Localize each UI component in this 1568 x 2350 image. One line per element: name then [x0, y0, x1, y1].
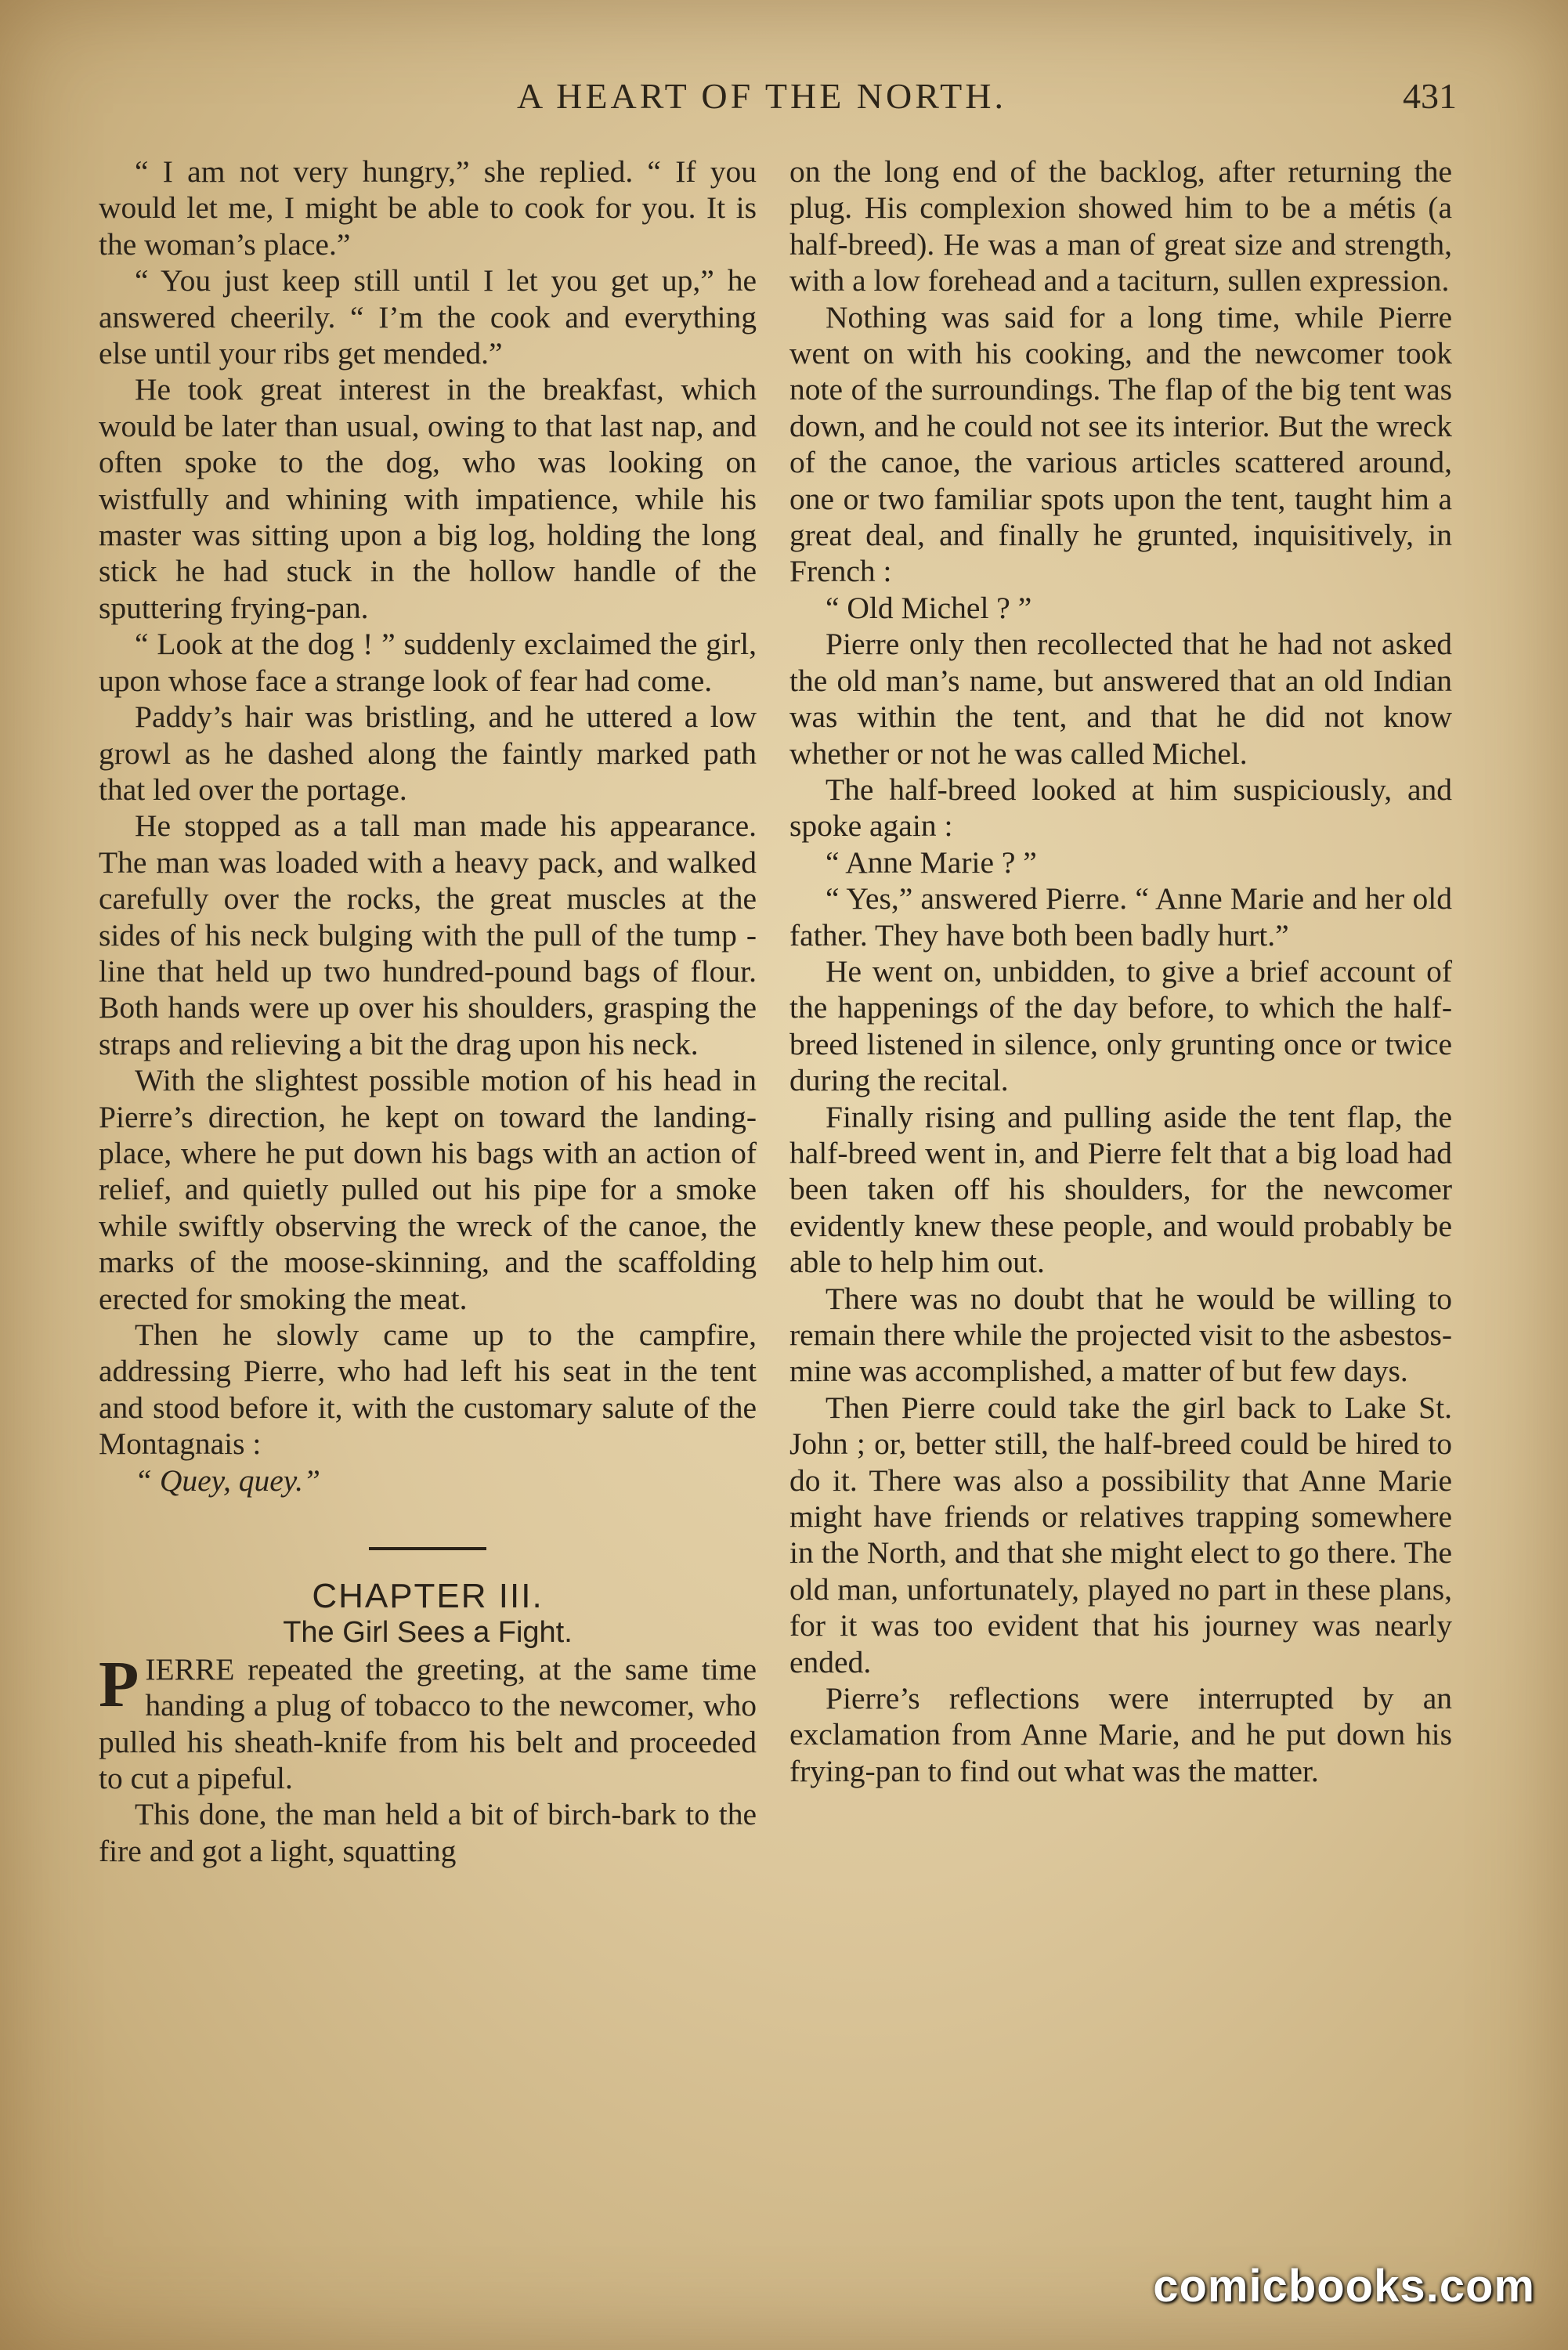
- site-watermark: comicbooks.com: [1153, 2261, 1535, 2312]
- paragraph: Pierre’s reflections were interrupted by an exclamation from Anne Marie, and he put down his frying-pan to find out what was the matter.: [789, 1681, 1452, 1788]
- paragraph: There was no doubt that he would be willing to remain there while the projected visit to the asbestos-mine was accomplished, a matter of but few days.: [789, 1281, 1452, 1389]
- page-header: [0, 75, 1568, 122]
- running-title: A HEART OF THE NORTH.: [517, 76, 1006, 116]
- paragraph: Paddy’s hair was bristling, and he uttered a low growl as he dashed along the faintly marked path that led over the portage.: [99, 700, 757, 807]
- chapter-title: CHAPTER III.: [312, 1577, 544, 1616]
- chapter-opening-text: IERRE repeated the greeting, at the same time handing a plug of tobacco to the newcomer, who pulled his sheath-knife from his belt and proceeded to cut a pipeful.: [99, 1651, 757, 1796]
- right-column: [789, 154, 1452, 1789]
- paragraph: Then he slowly came up to the campfire, addressing Pierre, who had left his seat in the tent and stood before it, with the customary salute of the Montagnais :: [99, 1318, 757, 1462]
- paragraph: This done, the man held a bit of birch-bark to the fire and got a light, squatting: [99, 1797, 757, 1868]
- paragraph: He stopped as a tall man made his appearance. The man was loaded with a heavy pack, and walked carefully over the rocks, the great muscles at the sides of his neck bulging with the pull of the tump - line that held up two hundred-pound bags of flour. Both hands were up over his shoulders, grasping the straps and relieving a bit the drag upon his neck.: [99, 808, 757, 1061]
- paragraph: Then Pierre could take the girl back to Lake St. John ; or, better still, the half-breed could be hired to do it. There was also a possibility that Anne Marie might have friends or relatives trapping somewhere in the North, and that she might elect to go there. The old man, unfortunately, played no part in these plans, for it was too evident that his journey was nearly ended.: [789, 1390, 1452, 1679]
- paragraph: He went on, unbidden, to give a brief account of the happenings of the day before, to which the half-breed listened in silence, only grunting once or twice during the recital.: [789, 953, 1452, 1098]
- paragraph: “ Yes,” answered Pierre. “ Anne Marie and her old father. They have both been badly hurt.”: [789, 881, 1452, 953]
- paragraph: on the long end of the backlog, after returning the plug. His complexion showed him to be a métis (a half-breed). He was a man of great size and strength, with a low forehead and a taciturn, sullen expression.: [789, 154, 1452, 298]
- paragraph: “ You just keep still until I let you get up,” he answered cheerily. “ I’m the cook and everything else until your ribs get mended.”: [99, 263, 757, 371]
- left-column: [99, 154, 757, 1869]
- drop-cap: P: [99, 1647, 139, 1721]
- paragraph: Finally rising and pulling aside the tent flap, the half-breed went in, and Pierre felt that a big load had been taken off his shoulders, for the newcomer evidently knew these people, and would probably be able to help him out.: [789, 1099, 1452, 1280]
- paragraph: The half-breed looked at him suspiciously, and spoke again :: [789, 772, 1452, 844]
- greeting-quote: “ Quey, quey.”: [135, 1462, 320, 1498]
- section-divider: [369, 1547, 486, 1550]
- paragraph: “ Anne Marie ? ”: [826, 844, 1037, 880]
- paragraph: “ Old Michel ? ”: [826, 590, 1032, 625]
- paragraph: “ Look at the dog ! ” suddenly exclaimed the girl, upon whose face a strange look of fear had come.: [99, 627, 757, 698]
- chapter-subtitle: The Girl Sees a Fight.: [283, 1616, 573, 1650]
- paragraph: Nothing was said for a long time, while Pierre went on with his cooking, and the newcomer took note of the surroundings. The flap of the big tent was down, and he could not see its interior. But the wreck of the canoe, the various articles scattered around, one or two familiar spots upon the tent, taught him a great deal, and finally he grunted, inquisitively, in French :: [789, 299, 1452, 589]
- paragraph: He took great interest in the breakfast, which would be later than usual, owing to that last nap, and often spoke to the dog, who was looking on wistfully and whining with impatience, while his master was sitting upon a big log, holding the long stick he had stuck in the hollow handle of the sputtering frying-pan.: [99, 372, 757, 625]
- paragraph: Pierre only then recollected that he had not asked the old man’s name, but answered that an old Indian was within the tent, and that he did not know whether or not he was called Michel.: [789, 627, 1452, 771]
- chapter-opening-paragraph: [99, 1647, 757, 1797]
- paragraph: With the slightest possible motion of his head in Pierre’s direction, he kept on toward the landing-place, where he put down his bags with an action of relief, and quietly pulled out his pipe for a smoke while swiftly observing the wreck of the canoe, the marks of the moose-skinning, and the scaffolding erected for smoking the meat.: [99, 1063, 757, 1316]
- page-number: 431: [1403, 76, 1457, 116]
- paragraph: “ I am not very hungry,” she replied. “ If you would let me, I might be able to cook for you. It is the woman’s place.”: [99, 154, 757, 262]
